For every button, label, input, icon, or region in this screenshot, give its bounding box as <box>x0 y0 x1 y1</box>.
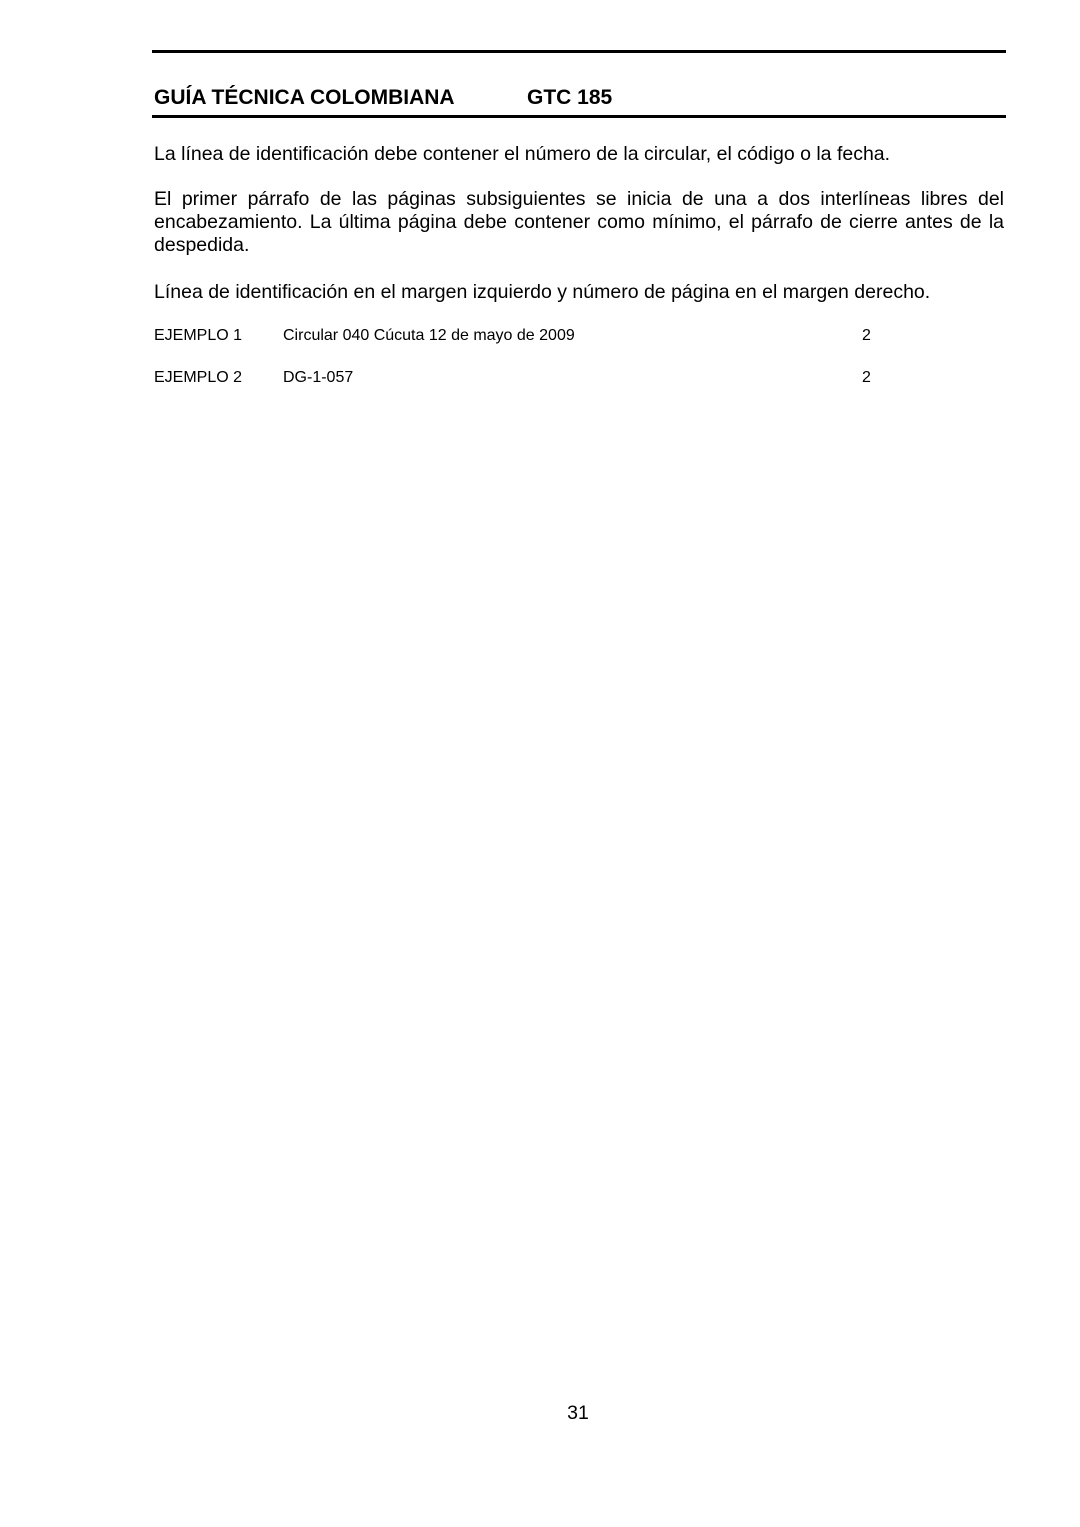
header-bottom-rule <box>152 115 1006 118</box>
document-title: GUÍA TÉCNICA COLOMBIANA <box>154 86 455 109</box>
paragraph-subsequent-pages: El primer párrafo de las páginas subsiguientes se inicia de una a dos interlíneas libres del encabezamiento. La última página debe contener como mínimo, el párrafo de cierre antes de la despedida. <box>154 188 1004 256</box>
paragraph-identification-line: La línea de identificación debe contener el número de la circular, el código o la fecha. <box>154 143 891 165</box>
header-top-rule <box>152 50 1006 53</box>
document-code: GTC 185 <box>527 86 613 109</box>
example-identification-text: DG-1-057 <box>283 369 354 386</box>
example-row <box>154 326 1004 346</box>
page-number: 31 <box>567 1402 589 1424</box>
paragraph-margins: Línea de identificación en el margen izquierdo y número de página en el margen derecho. <box>154 281 931 303</box>
example-label: EJEMPLO 1 <box>154 327 243 344</box>
example-label: EJEMPLO 2 <box>154 369 243 386</box>
example-page-number: 2 <box>862 369 871 386</box>
example-row <box>154 368 1004 388</box>
example-page-number: 2 <box>862 327 871 344</box>
example-identification-text: Circular 040 Cúcuta 12 de mayo de 2009 <box>283 327 575 344</box>
